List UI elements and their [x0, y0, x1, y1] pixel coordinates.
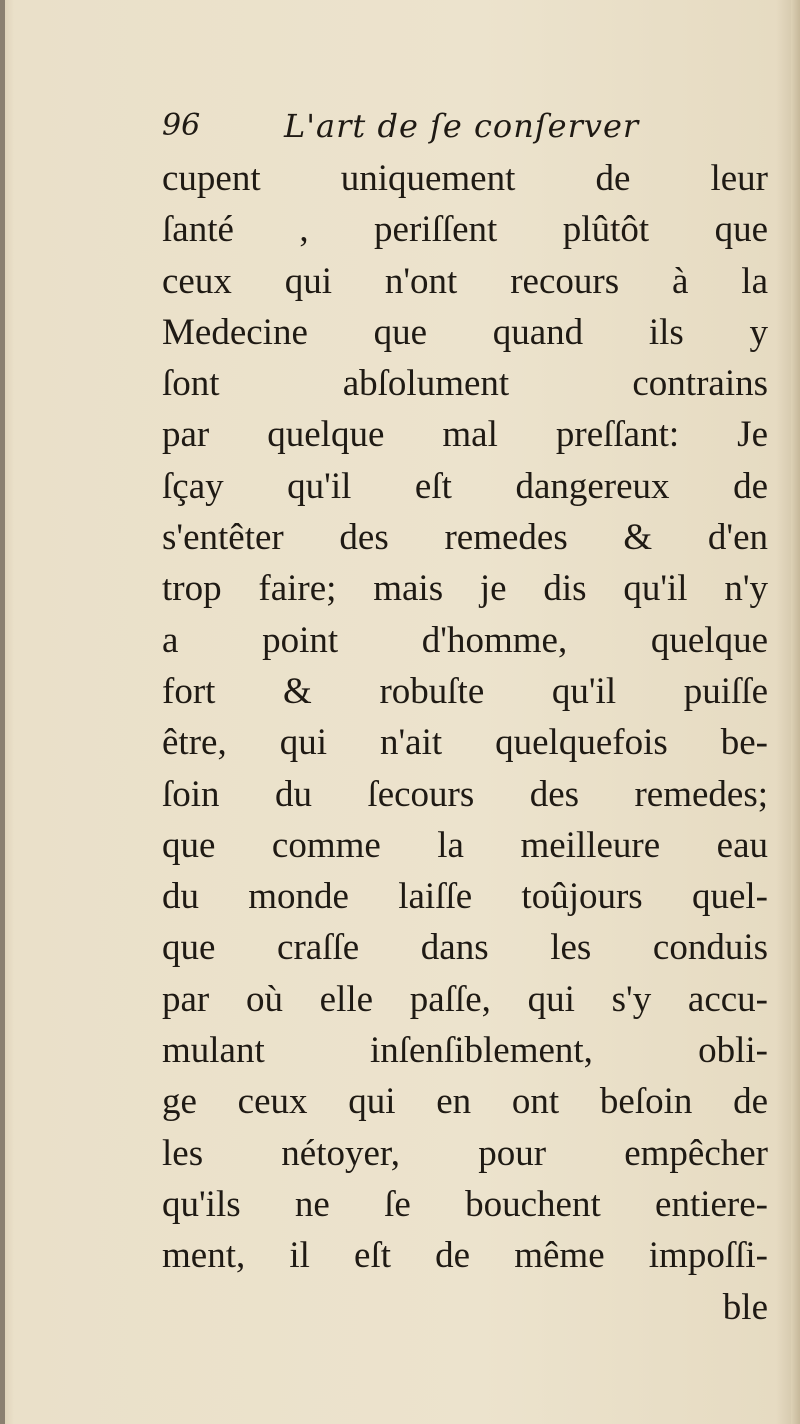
text-line: cupent uniquement de leur [162, 158, 768, 199]
page-gutter-shadow [0, 0, 5, 1424]
text-line: ſçay qu'il eſt dangereux de [162, 465, 768, 507]
text-line: a point d'homme, quelque [162, 619, 768, 661]
text-line: s'entêter des remedes & d'en [162, 517, 768, 559]
text-line: par quelque mal preſſant: Je [162, 414, 768, 456]
text-line: ſont abſolument contrains [162, 363, 768, 405]
body-text [162, 153, 768, 1333]
page-edge [791, 0, 800, 1424]
running-title: L'art de ſe conſerver [284, 107, 640, 145]
text-line: mulant inſenſiblement, obli- [162, 1030, 768, 1072]
running-header [162, 100, 760, 152]
page-number: 96 [162, 108, 201, 143]
text-line: trop faire; mais je dis qu'il n'y [162, 568, 768, 610]
text-line: que craſſe dans les conduis [162, 927, 768, 969]
text-line: les nétoyer, pour empêcher [162, 1132, 768, 1174]
text-line: ment, il eſt de même impoſſi- [162, 1235, 768, 1277]
text-line: être, qui n'ait quelquefois be- [162, 722, 768, 764]
text-line: ſoin du ſecours des remedes; [162, 773, 768, 815]
text-line: fort & robuſte qu'il puiſſe [162, 670, 768, 712]
text-line: du monde laiſſe toûjours quel- [162, 876, 768, 918]
text-line: Medecine que quand ils y [162, 311, 768, 353]
text-line: ge ceux qui en ont beſoin de [162, 1081, 768, 1123]
text-line: par où elle paſſe, qui s'y accu- [162, 978, 768, 1020]
text-line: ſanté , periſſent plûtôt que [162, 209, 768, 251]
text-line: ceux qui n'ont recours à la [162, 260, 768, 302]
catchword: ble [722, 1286, 768, 1328]
text-line: que comme la meilleure eau [162, 824, 768, 866]
text-line: qu'ils ne ſe bouchent entiere- [162, 1183, 768, 1225]
